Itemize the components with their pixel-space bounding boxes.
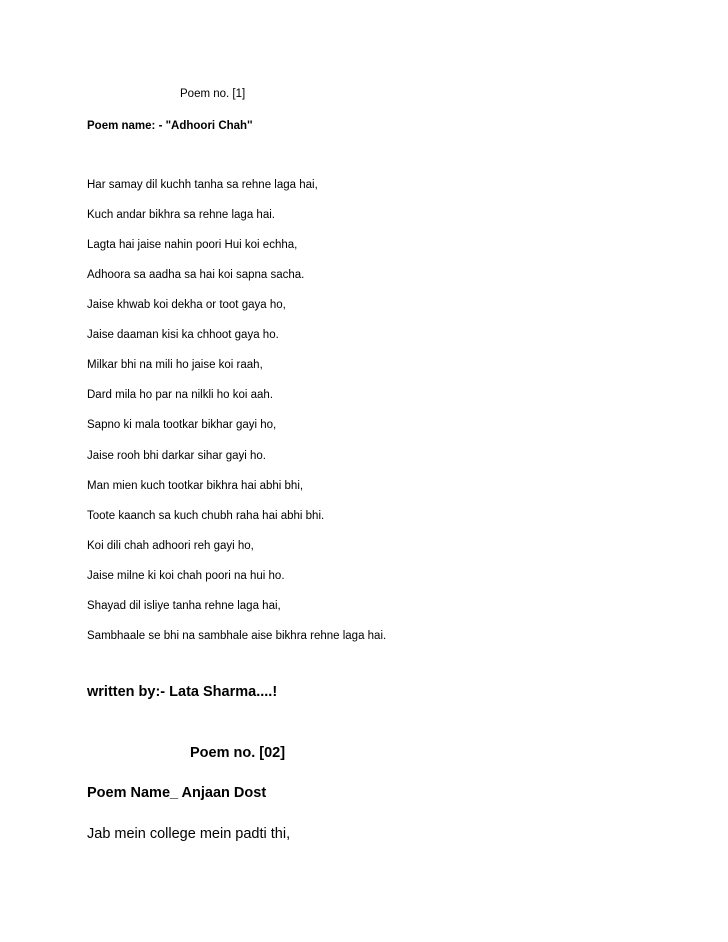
poem1-name-label: Poem name: - "Adhoori Chah'' xyxy=(87,120,253,132)
poem1-line: Lagta hai jaise nahin poori Hui koi echha, xyxy=(87,239,298,251)
poem1-line: Jaise milne ki koi chah poori na hui ho. xyxy=(87,570,285,582)
poem1-line: Koi dili chah adhoori reh gayi ho, xyxy=(87,540,254,552)
poem1-author-line: written by:- Lata Sharma....! xyxy=(87,684,278,700)
poem1-line: Adhoora sa aadha sa hai koi sapna sacha. xyxy=(87,269,305,281)
poem2-line: Jab mein college mein padti thi, xyxy=(87,826,291,842)
poem2-name-label: Poem Name_ Anjaan Dost xyxy=(87,785,267,801)
poem1-line: Jaise rooh bhi darkar sihar gayi ho. xyxy=(87,450,266,462)
poem1-line: Har samay dil kuchh tanha sa rehne laga hai, xyxy=(87,179,318,191)
poem1-line: Sapno ki mala tootkar bikhar gayi ho, xyxy=(87,419,277,431)
poem1-line: Sambhaale se bhi na sambhale aise bikhra rehne laga hai. xyxy=(87,630,387,642)
poem1-line: Milkar bhi na mili ho jaise koi raah, xyxy=(87,359,263,371)
poem1-line: Man mien kuch tootkar bikhra hai abhi bhi, xyxy=(87,480,304,492)
poem1-number-label: Poem no. [1] xyxy=(180,88,246,100)
poem1-line: Shayad dil isliye tanha rehne laga hai, xyxy=(87,600,281,612)
poem1-line: Jaise khwab koi dekha or toot gaya ho, xyxy=(87,299,286,311)
poem1-line: Jaise daaman kisi ka chhoot gaya ho. xyxy=(87,329,279,341)
poem1-line: Dard mila ho par na nilkli ho koi aah. xyxy=(87,389,274,401)
poem1-line: Kuch andar bikhra sa rehne laga hai. xyxy=(87,209,275,221)
poem1-line: Toote kaanch sa kuch chubh raha hai abhi bhi. xyxy=(87,510,325,522)
poem2-number-label: Poem no. [02] xyxy=(190,745,286,761)
